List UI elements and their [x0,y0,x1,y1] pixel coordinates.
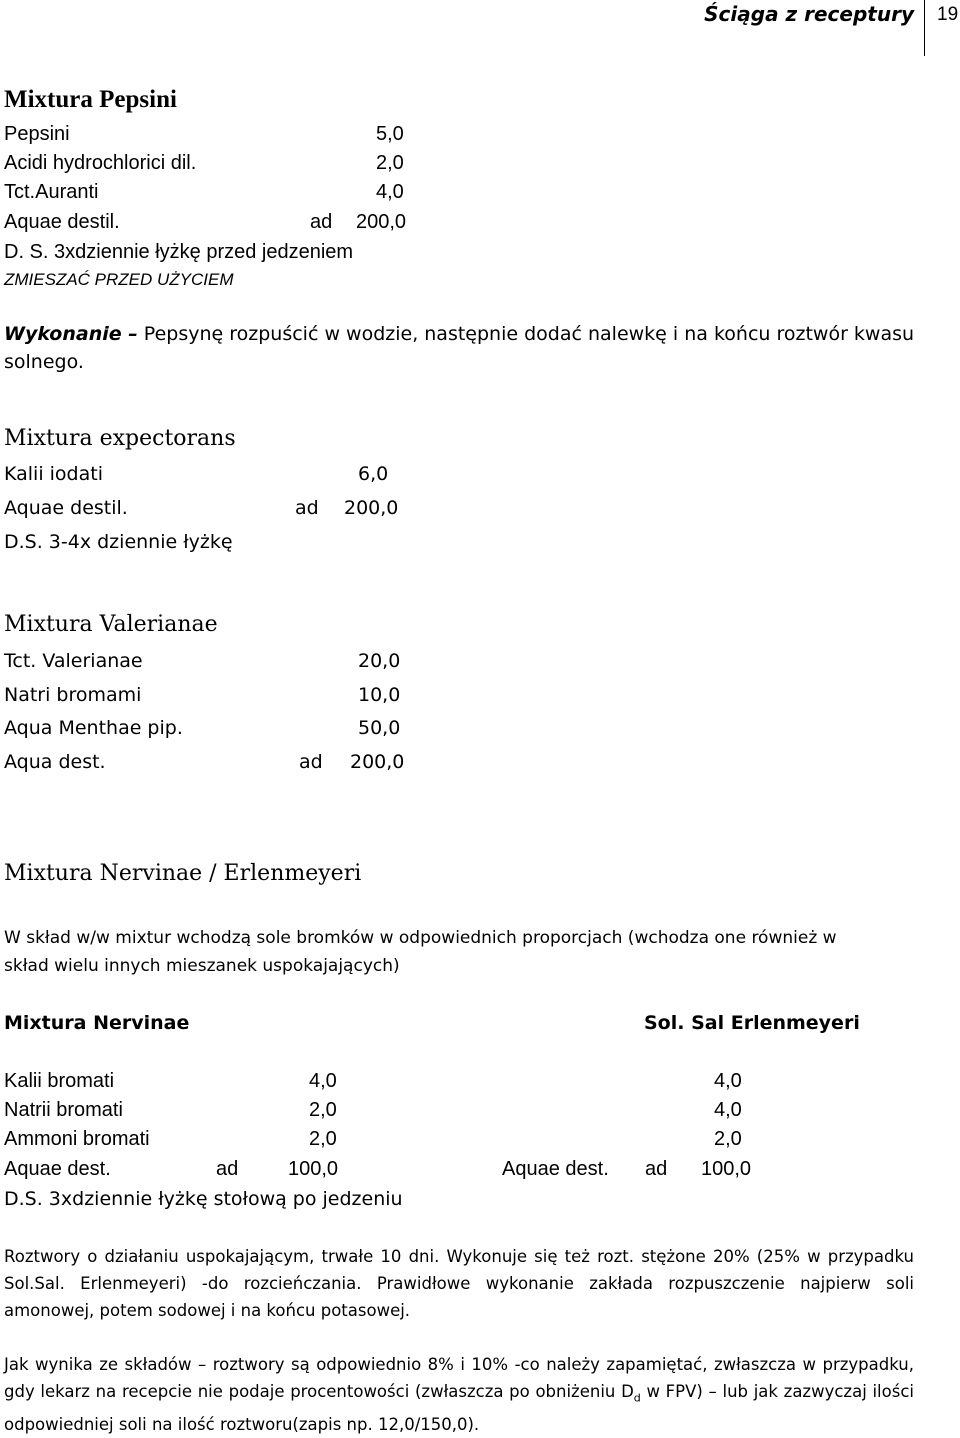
ingredient-name: Aqua dest. [4,751,106,773]
nervinae-qty: 100,0 [288,1158,339,1180]
ingredient-name: Natrii bromati [4,1099,123,1121]
ingredient-qty: 20,0 [358,650,401,672]
section-title-valerianae: Mixtura Valerianae [4,612,218,637]
ingredient-name: Aquae dest. [4,1158,111,1180]
ingredient-qty: 200,0 [356,211,407,233]
nervinae-qty: 2,0 [309,1099,337,1121]
ingredient-ad: ad [216,1158,239,1180]
section-title-expectorans: Mixtura expectorans [4,426,236,451]
ingredient-qty: 5,0 [376,123,404,145]
stability-paragraph: Roztwory o działaniu uspokajającym, trwałe 10 dni. Wykonuje się też rozt. stężone 20% (25% w przypadku Sol.Sal. Erlenmeyeri) -do rozcieńczania. Prawidłowe wykonanie zakłada rozpuszczenie najpierw soli amonowej, potem sodowej i na końcu potasowej. [4,1247,914,1320]
ingredient-name: Kalii iodati [4,463,103,485]
nervinae-column-heading: Mixtura Nervinae [4,1012,190,1034]
ingredient-qty: 200,0 [350,751,405,773]
section-intro: W skład w/w mixtur wchodzą sole bromków w odpowiednich proporcjach (wchodza one również w [4,928,837,948]
preparation-line [4,323,914,345]
header-divider [924,0,925,56]
ingredient-name: Natri bromami [4,684,142,706]
subscript-d: d [633,1391,641,1405]
ingredient-name: Aqua Menthae pip. [4,717,183,739]
signature-line: D.S. 3-4x dziennie łyżkę [4,531,233,553]
nervinae-qty: 4,0 [309,1070,337,1092]
erlenmeyeri-qty: 100,0 [701,1158,752,1180]
signature-line: D. S. 3xdziennie łyżkę przed jedzeniem [4,241,354,263]
ingredient-name: Tct. Valerianae [4,650,143,672]
concentration-text-continued: w FPV) – lub jak zazwyczaj ilości odpowiedniej soli na ilość roztworu(zapis np. 12,0/150,0). [4,1382,914,1435]
ingredient-name: Ammoni bromati [4,1128,150,1150]
section-title-nervinae: Mixtura Nervinae / Erlenmeyeri [4,861,362,886]
ingredient-ad: ad [295,497,319,519]
ingredient-ad: ad [299,751,323,773]
ingredient-name: Pepsini [4,123,70,145]
erlenmeyeri-qty: 4,0 [714,1099,742,1121]
mixing-note: ZMIESZAĆ PRZED UŻYCIEM [4,270,234,289]
nervinae-qty: 2,0 [309,1128,337,1150]
ingredient-name: Acidi hydrochlorici dil. [4,152,197,174]
ingredient-qty: 6,0 [358,463,389,485]
erlenmeyeri-column-heading: Sol. Sal Erlenmeyeri [644,1012,860,1034]
ingredient-qty: 10,0 [358,684,401,706]
erlenmeyeri-qty: 4,0 [714,1070,742,1092]
preparation-label: Wykonanie – [4,323,138,345]
ingredient-name: Kalii bromati [4,1070,115,1092]
ingredient-name: Aquae destil. [4,211,120,233]
page-number: 19 [937,4,959,25]
section-intro-continued: skład wielu innych mieszanek uspokajających) [4,956,400,976]
concentration-paragraph [4,1351,914,1438]
preparation-text-continued: solnego. [4,351,84,373]
ingredient-qty: 2,0 [376,152,404,174]
ingredient-name: Aquae dest. [502,1158,609,1180]
erlenmeyeri-qty: 2,0 [714,1128,742,1150]
ingredient-qty: 4,0 [376,181,404,203]
running-header-title: Ściąga z receptury [704,2,914,26]
ingredient-name: Aquae destil. [4,497,128,519]
ingredient-qty: 200,0 [344,497,399,519]
section-title-pepsini: Mixtura Pepsini [4,86,177,113]
ingredient-name: Tct.Auranti [4,181,99,203]
ingredient-ad: ad [645,1158,668,1180]
concentration-text: Jak wynika ze składów – roztwory są odpowiednio 8% i 10% -co należy zapamiętać, zwłaszcza w przypadku, gdy lekarz na recepcie nie podaje procentowości (zwłaszcza po obniżeniu D [4,1355,914,1401]
preparation-text: Pepsynę rozpuścić w wodzie, następnie dodać nalewkę i na końcu roztwór kwasu [143,323,915,345]
ingredient-ad: ad [310,211,333,233]
signature-line: D.S. 3xdziennie łyżkę stołową po jedzeniu [4,1188,403,1210]
ingredient-qty: 50,0 [358,717,401,739]
